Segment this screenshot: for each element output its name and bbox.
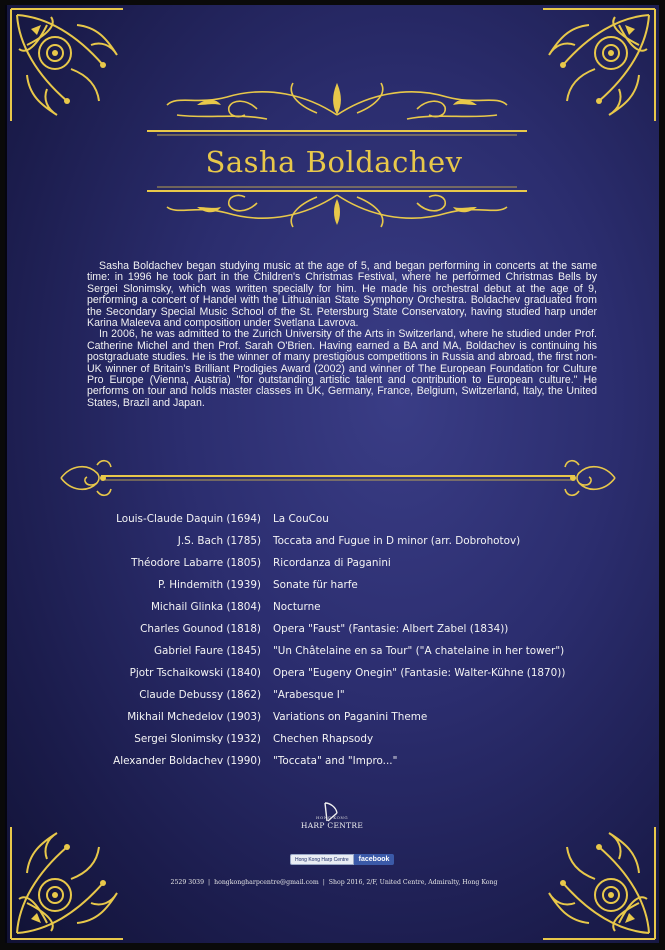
poster xyxy=(5,5,659,943)
bio-paragraph-2: In 2006, he was admitted to the Zurich University of the Arts in Switzerland, where he studied under Prof. Catherine Michel and then Prof. Sarah O'Brien. Having earned a BA and MA, Boldachev is continuing his postgraduate studies. He is the winner of many prestigious competitions in Russia and abroad, the first non-UK winner of Britain's Brilliant Prodigies Award (2002) and winner of The European Foundation for Culture Pro Europe (Vienna, Austria) "for outstanding artistic talent and contribution to European culture." He performs on tour and holds master classes in UK, Germany, France, Belgium, Switzerland, Italy, the United States, Brazil and Japan. xyxy=(87,328,597,409)
contact-info xyxy=(7,879,659,886)
composer: Claude Debussy (1862) xyxy=(139,689,261,701)
composer: Alexander Boldachev (1990) xyxy=(113,755,261,767)
corner-ornament-top-left xyxy=(7,5,127,125)
separator: | xyxy=(208,879,211,886)
composer: Théodore Labarre (1805) xyxy=(131,557,261,569)
program-row xyxy=(7,711,659,731)
composer: P. Hindemith (1939) xyxy=(157,579,261,591)
piece: Chechen Rhapsody xyxy=(273,733,374,745)
composer: Pjotr Tschaikowski (1840) xyxy=(129,667,261,679)
page-title: Sasha Boldachev xyxy=(205,145,463,179)
facebook-badge[interactable]: facebook xyxy=(354,854,395,865)
program-row xyxy=(7,733,659,753)
piece: Variations on Paganini Theme xyxy=(273,711,428,723)
harp-centre-logo xyxy=(292,801,372,841)
piece: Ricordanza di Paganini xyxy=(273,557,391,569)
piece: Toccata and Fugue in D minor (arr. Dobrohotov) xyxy=(273,535,521,547)
logo-subtitle: HONG KONG xyxy=(315,815,349,820)
corner-ornament-top-right xyxy=(539,5,659,125)
email-address[interactable]: hongkongharpcentre@gmail.com xyxy=(214,879,319,886)
composer: Michail Glinka (1804) xyxy=(150,601,261,613)
logo-name: HARP CENTRE xyxy=(300,821,364,830)
composer: Charles Gounod (1818) xyxy=(140,623,261,635)
phone-number: 2529 3039 xyxy=(170,879,205,886)
piece: Opera "Eugeny Onegin" (Fantasie: Walter-Kühne (1870)) xyxy=(273,667,566,679)
hk-harp-centre-badge[interactable]: Hong Kong Harp Centre xyxy=(290,854,354,865)
program-row xyxy=(7,667,659,687)
program-row xyxy=(7,579,659,599)
piece: La CouCou xyxy=(273,513,329,525)
separator: | xyxy=(322,879,325,886)
biography xyxy=(87,261,597,409)
program-row xyxy=(7,601,659,621)
program-row xyxy=(7,513,659,533)
piece: Opera "Faust" (Fantasie: Albert Zabel (1834)) xyxy=(273,623,509,635)
composer: Mikhail Mchedelov (1903) xyxy=(127,711,261,723)
program-row xyxy=(7,689,659,709)
piece: "Un Châtelaine en sa Tour" ("A chatelaine in her tower") xyxy=(273,645,565,657)
program-row xyxy=(7,645,659,665)
program-row xyxy=(7,623,659,643)
social-badge[interactable] xyxy=(290,854,394,865)
piece: Nocturne xyxy=(273,601,321,613)
program-row xyxy=(7,535,659,555)
piece: Sonate für harfe xyxy=(273,579,358,591)
street-address: Shop 2016, 2/F, United Centre, Admiralty, Hong Kong xyxy=(328,879,498,886)
program-row xyxy=(7,557,659,577)
composer: Gabriel Faure (1845) xyxy=(153,645,261,657)
composer: J.S. Bach (1785) xyxy=(177,535,261,547)
piece: "Arabesque I" xyxy=(273,689,345,701)
composer: Louis-Claude Daquin (1694) xyxy=(116,513,261,525)
piece: "Toccata" and "Impro..." xyxy=(273,755,398,767)
program-row xyxy=(7,755,659,775)
ornamental-divider xyxy=(57,455,619,499)
composer: Sergei Slonimsky (1932) xyxy=(134,733,261,745)
bio-paragraph-1: Sasha Boldachev began studying music at the age of 5, and began performing in concerts at the same time: in 1996 he took part in the Children's Christmas Festival, where he performed Christmas Bells by Sergei Slonimsky, which was written specially for him. He made his orchestral debut at the age of 9, performing a concert of Handel with the Lithuanian State Symphony Orchestra. Boldachev graduated from the Secondary Special Music School of the St. Petersburg State Conservatory, having studied harp under Karina Maleeva and composition under Svetlana Lavrova. xyxy=(87,260,597,330)
